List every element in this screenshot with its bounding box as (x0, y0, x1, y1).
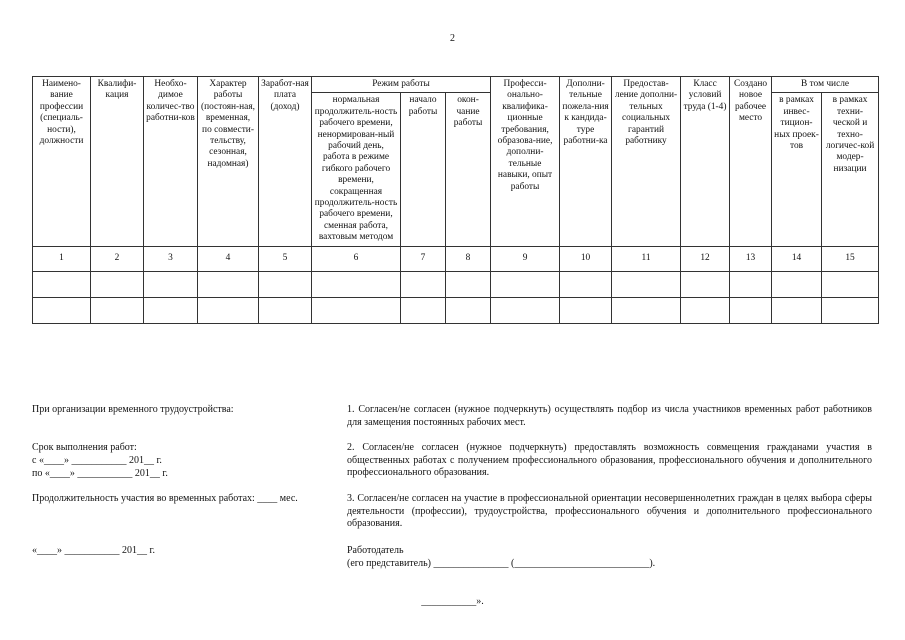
column-number: 12 (681, 246, 730, 271)
column-number: 14 (772, 246, 822, 271)
header-row-1 (33, 77, 879, 93)
column-number: 1 (33, 246, 91, 271)
deadline-to: по «____» ___________ 201__ г. (32, 468, 168, 479)
header-investment: в рамках инвес-тицион-ных проек-тов (772, 93, 822, 246)
empty-cell[interactable] (681, 271, 730, 297)
header-profession: Наимено-вание профессии (специаль-ности), должности (33, 77, 91, 247)
empty-row (33, 297, 879, 323)
column-number: 2 (91, 246, 144, 271)
vacancy-table (32, 76, 879, 324)
header-work-type: Характер работы (постоян-ная, временная, по совмести-тельству, сезонная, надомная) (198, 77, 259, 247)
empty-cell[interactable] (401, 271, 446, 297)
empty-cell[interactable] (560, 297, 612, 323)
column-numbers-row (33, 246, 879, 271)
consent-item-1: 1. Согласен/не согласен (нужное подчеркнуть) осуществлять подбор из числа участников временных работ работников для замещения постоянных рабочих мест. (347, 404, 872, 428)
header-modernization: в рамках техни-ческой и техно-логичес-кой модер-низации (822, 93, 879, 246)
header-regime-end: окон-чание работы (446, 93, 491, 246)
empty-cell[interactable] (198, 297, 259, 323)
column-number: 7 (401, 246, 446, 271)
column-number: 9 (491, 246, 560, 271)
empty-cell[interactable] (144, 271, 198, 297)
header-requirements: Професси-онально-квалифика-ционные требования, образова-ние, дополни-тельные навыки, опыт работы (491, 77, 560, 247)
empty-cell[interactable] (312, 271, 401, 297)
duration-field: Продолжительность участия во временных работах: ____ мес. (32, 493, 298, 504)
empty-cell[interactable] (446, 271, 491, 297)
deadline-from: с «____» ___________ 201__ г. (32, 455, 162, 466)
empty-cell[interactable] (730, 271, 772, 297)
column-number: 6 (312, 246, 401, 271)
empty-cell[interactable] (681, 297, 730, 323)
footer-line: ___________». (421, 596, 484, 607)
column-number: 5 (259, 246, 312, 271)
header-work-regime: Режим работы (312, 77, 491, 93)
header-regime-start: начало работы (401, 93, 446, 246)
header-regime-type: нормальная продолжитель-ность рабочего времени, ненормирован-ный рабочий день, работа в режиме гибкого рабочего времени, сокращенная продолжитель-ность рабочего времени, сменная работа, вахтовым методом (312, 93, 401, 246)
empty-cell[interactable] (730, 297, 772, 323)
empty-cell[interactable] (612, 297, 681, 323)
empty-cell[interactable] (91, 297, 144, 323)
empty-cell[interactable] (560, 271, 612, 297)
header-qualification: Квалифи-кация (91, 77, 144, 247)
empty-row (33, 271, 879, 297)
empty-cell[interactable] (33, 297, 91, 323)
empty-cell[interactable] (144, 297, 198, 323)
column-number: 11 (612, 246, 681, 271)
column-number: 13 (730, 246, 772, 271)
empty-cell[interactable] (33, 271, 91, 297)
empty-cell[interactable] (612, 271, 681, 297)
header-wishes: Дополни-тельные пожела-ния к кандида-туре работни-ка (560, 77, 612, 247)
column-number: 8 (446, 246, 491, 271)
empty-cell[interactable] (772, 297, 822, 323)
header-including: В том числе (772, 77, 879, 93)
empty-cell[interactable] (446, 297, 491, 323)
empty-cell[interactable] (198, 271, 259, 297)
empty-cell[interactable] (491, 271, 560, 297)
empty-cell[interactable] (259, 271, 312, 297)
employer-label: Работодатель (347, 545, 404, 556)
header-work-class: Класс условий труда (1-4) (681, 77, 730, 247)
deadline-label: Срок выполнения работ: (32, 442, 137, 453)
column-number: 3 (144, 246, 198, 271)
header-social-guarantees: Предостав-ление дополни-тельных социальных гарантий работнику (612, 77, 681, 247)
date-line: «____» ___________ 201__ г. (32, 545, 155, 556)
page-number: 2 (450, 33, 455, 44)
column-number: 4 (198, 246, 259, 271)
empty-cell[interactable] (401, 297, 446, 323)
header-workers-count: Необхо-димое количес-тво работни-ков (144, 77, 198, 247)
column-number: 15 (822, 246, 879, 271)
empty-cell[interactable] (91, 271, 144, 297)
empty-cell[interactable] (259, 297, 312, 323)
employer-signature: (его представитель) _______________ (___________________________). (347, 558, 656, 569)
temp-employment-label: При организации временного трудоустройства: (32, 404, 234, 415)
empty-cell[interactable] (491, 297, 560, 323)
empty-cell[interactable] (772, 271, 822, 297)
header-salary: Заработ-ная плата (доход) (259, 77, 312, 247)
empty-cell[interactable] (822, 297, 879, 323)
empty-cell[interactable] (822, 271, 879, 297)
column-number: 10 (560, 246, 612, 271)
header-new-workplace: Создано новое рабочее место (730, 77, 772, 247)
empty-cell[interactable] (312, 297, 401, 323)
consent-item-3: 3. Согласен/не согласен на участие в профессиональной ориентации несовершеннолетних граждан в целях выбора сферы деятельности (профессии), трудоустройства, профессионального обучения и дополнительного профессионального образования. (347, 493, 872, 530)
consent-item-2: 2. Согласен/не согласен (нужное подчеркнуть) предоставлять возможность совмещения гражданами участия в общественных работах с получением профессионального образования, профессионального обучения и дополнительного профессионального образования. (347, 442, 872, 479)
